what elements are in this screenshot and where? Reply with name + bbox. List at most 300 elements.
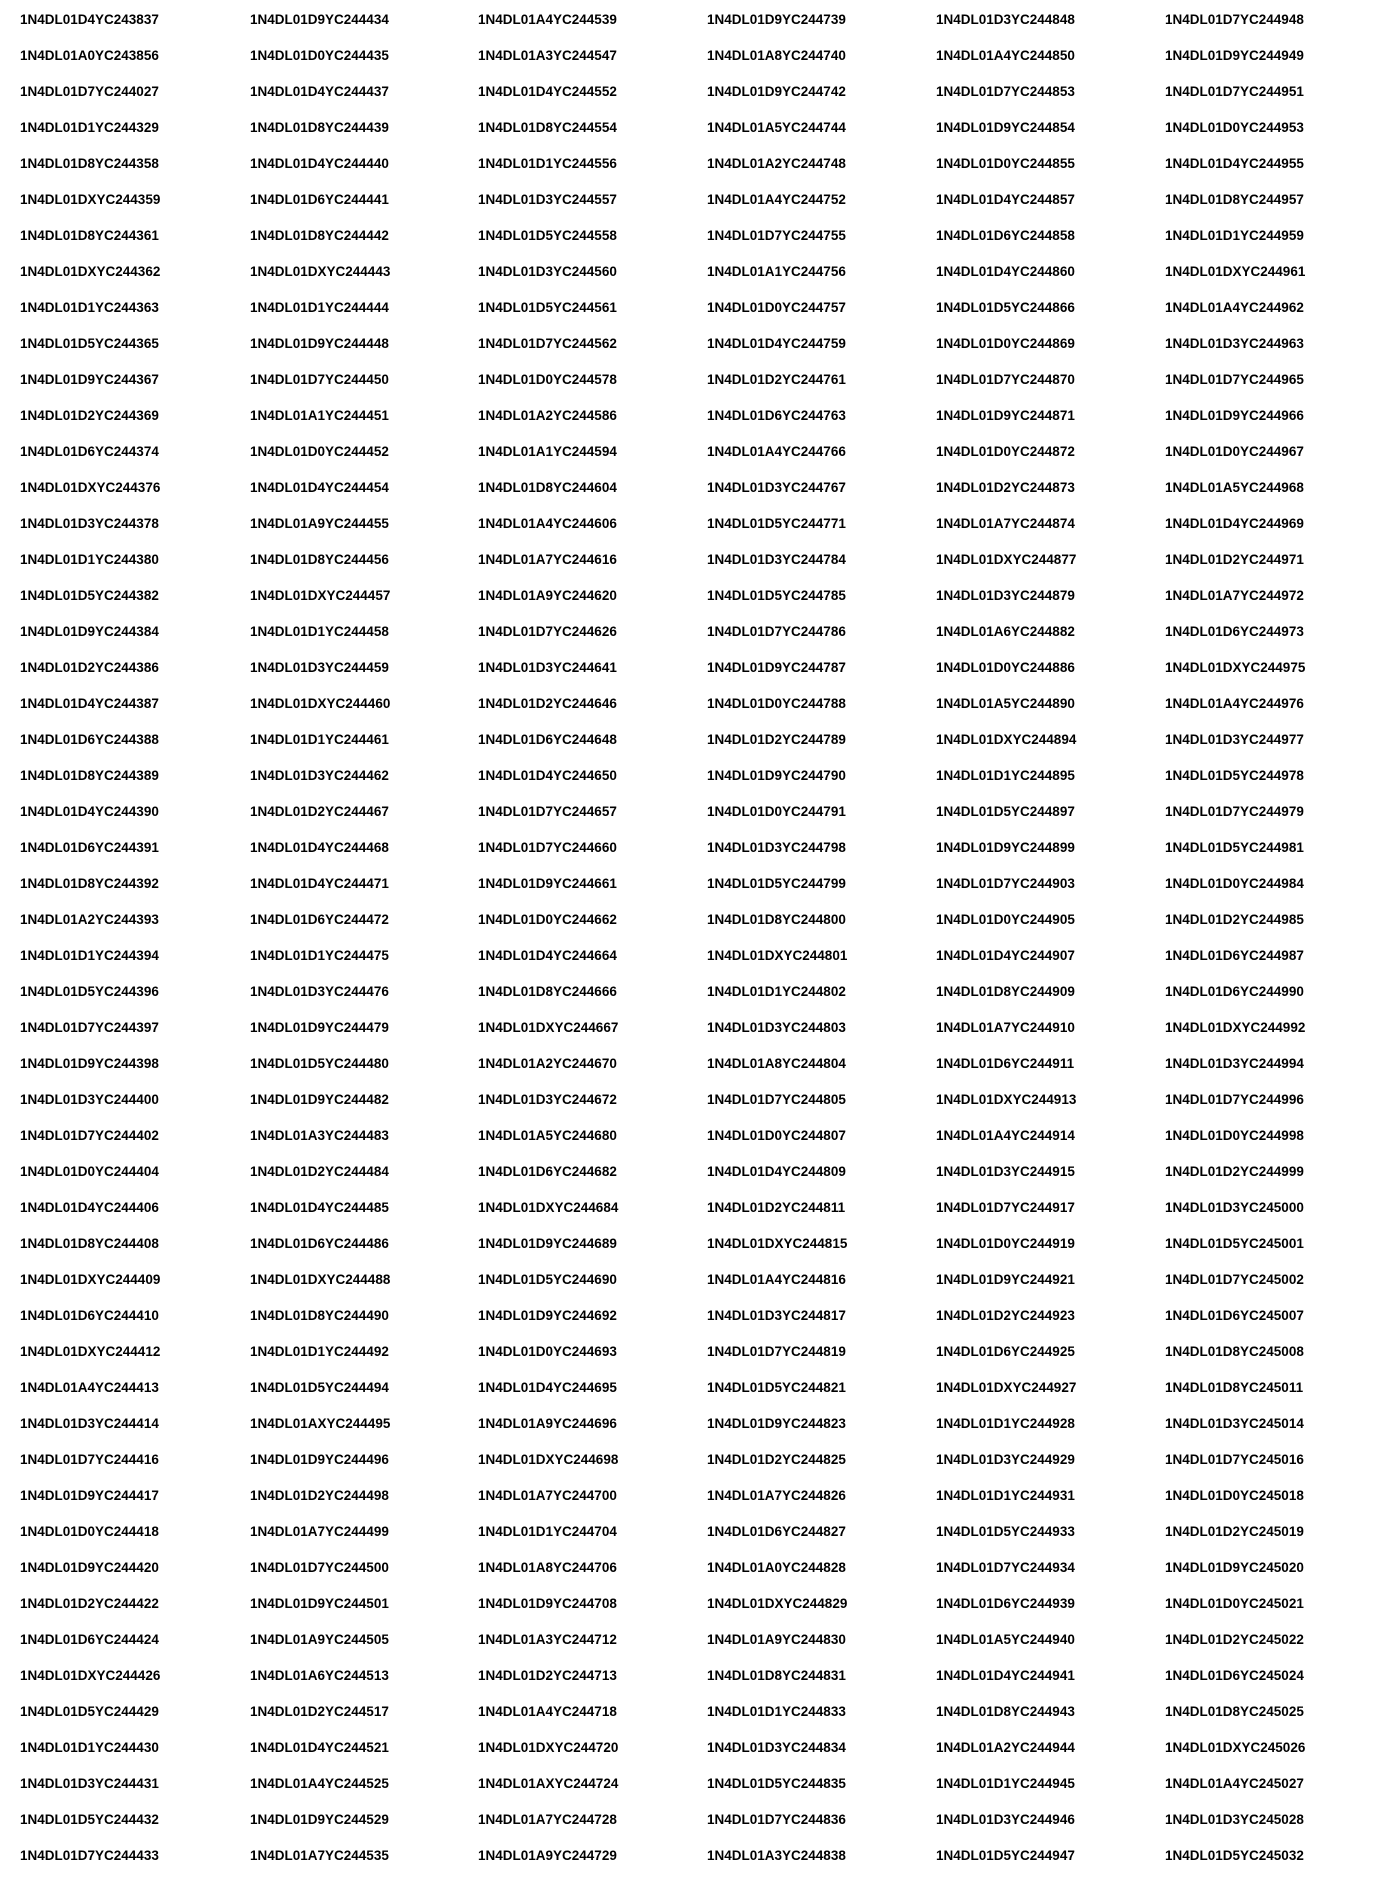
vin-entry: 1N4DL01DXYC244362 [20,264,161,279]
vin-entry: 1N4DL01D8YC244358 [20,156,159,171]
vin-entry: 1N4DL01D6YC244374 [20,444,159,459]
vin-entry: 1N4DL01D2YC244789 [707,732,846,747]
vin-entry: 1N4DL01DXYC244913 [936,1092,1077,1107]
vin-entry: 1N4DL01D7YC244805 [707,1092,846,1107]
vin-entry: 1N4DL01D9YC244854 [936,120,1075,135]
vin-entry: 1N4DL01A4YC244752 [707,192,846,207]
vin-entry: 1N4DL01D7YC244965 [1165,372,1304,387]
vin-entry: 1N4DL01D8YC244361 [20,228,159,243]
vin-entry: 1N4DL01D0YC244998 [1165,1128,1304,1143]
vin-entry: 1N4DL01A7YC244728 [478,1812,617,1827]
vin-column-5 [936,12,1151,1884]
vin-entry: 1N4DL01D8YC244456 [250,552,389,567]
vin-entry: 1N4DL01D9YC244708 [478,1596,617,1611]
vin-entry: 1N4DL01D8YC244439 [250,120,389,135]
vin-entry: 1N4DL01D0YC244788 [707,696,846,711]
vin-entry: 1N4DL01D8YC244604 [478,480,617,495]
vin-entry: 1N4DL01A0YC244828 [707,1560,846,1575]
vin-entry: 1N4DL01A8YC244706 [478,1560,617,1575]
vin-entry: 1N4DL01DXYC244443 [250,264,391,279]
vin-entry: 1N4DL01D7YC244917 [936,1200,1075,1215]
vin-entry: 1N4DL01D3YC244929 [936,1452,1075,1467]
vin-entry: 1N4DL01D9YC245020 [1165,1560,1304,1575]
vin-entry: 1N4DL01D3YC244462 [250,768,389,783]
vin-entry: 1N4DL01D4YC244969 [1165,516,1304,531]
vin-entry: 1N4DL01D3YC245028 [1165,1812,1304,1827]
vin-entry: 1N4DL01DXYC244720 [478,1740,619,1755]
vin-entry: 1N4DL01D8YC244392 [20,876,159,891]
vin-entry: 1N4DL01A5YC244968 [1165,480,1304,495]
vin-entry: 1N4DL01AXYC244495 [250,1416,391,1431]
vin-entry: 1N4DL01D5YC244690 [478,1272,617,1287]
vin-entry: 1N4DL01D1YC244802 [707,984,846,999]
vin-entry: 1N4DL01D9YC244417 [20,1488,159,1503]
vin-entry: 1N4DL01D8YC245008 [1165,1344,1304,1359]
vin-entry: 1N4DL01DXYC244801 [707,948,848,963]
vin-entry: 1N4DL01D7YC244951 [1165,84,1304,99]
vin-entry: 1N4DL01D4YC244406 [20,1200,159,1215]
vin-entry: 1N4DL01A4YC244539 [478,12,617,27]
vin-entry: 1N4DL01A1YC244756 [707,264,846,279]
vin-entry: 1N4DL01DXYC244894 [936,732,1077,747]
vin-entry: 1N4DL01D5YC245032 [1165,1848,1304,1863]
vin-entry: 1N4DL01D0YC244855 [936,156,1075,171]
vin-column-3 [478,12,693,1884]
vin-entry: 1N4DL01D2YC244369 [20,408,159,423]
vin-entry: 1N4DL01D8YC244554 [478,120,617,135]
vin-entry: 1N4DL01D4YC244440 [250,156,389,171]
vin-entry: 1N4DL01D0YC244953 [1165,120,1304,135]
vin-entry: 1N4DL01D9YC244689 [478,1236,617,1251]
vin-entry: 1N4DL01D8YC244957 [1165,192,1304,207]
vin-entry: 1N4DL01D2YC245019 [1165,1524,1304,1539]
vin-entry: 1N4DL01A7YC244499 [250,1524,389,1539]
vin-entry: 1N4DL01D0YC244435 [250,48,389,63]
vin-entry: 1N4DL01AXYC244724 [478,1776,619,1791]
vin-entry: 1N4DL01D7YC245002 [1165,1272,1304,1287]
vin-entry: 1N4DL01D3YC244459 [250,660,389,675]
vin-entry: 1N4DL01A7YC244826 [707,1488,846,1503]
vin-column-6 [1165,12,1376,1884]
vin-entry: 1N4DL01D3YC244946 [936,1812,1075,1827]
vin-entry: 1N4DL01A9YC244729 [478,1848,617,1863]
vin-entry: 1N4DL01DXYC244992 [1165,1020,1306,1035]
vin-entry: 1N4DL01D7YC244402 [20,1128,159,1143]
vin-entry: 1N4DL01A2YC244670 [478,1056,617,1071]
vin-entry: 1N4DL01D3YC244414 [20,1416,159,1431]
vin-entry: 1N4DL01D7YC244027 [20,84,159,99]
vin-entry: 1N4DL01D8YC244408 [20,1236,159,1251]
vin-entry: 1N4DL01A3YC244712 [478,1632,617,1647]
vin-entry: 1N4DL01D5YC244561 [478,300,617,315]
vin-entry: 1N4DL01DXYC244359 [20,192,161,207]
vin-entry: 1N4DL01A4YC244816 [707,1272,846,1287]
vin-entry: 1N4DL01D1YC244945 [936,1776,1075,1791]
vin-entry: 1N4DL01D9YC244420 [20,1560,159,1575]
vin-entry: 1N4DL01D3YC244378 [20,516,159,531]
vin-entry: 1N4DL01D6YC244486 [250,1236,389,1251]
vin-entry: 1N4DL01DXYC244457 [250,588,391,603]
vin-entry: 1N4DL01D2YC244517 [250,1704,389,1719]
vin-entry: 1N4DL01A1YC244594 [478,444,617,459]
vin-entry: 1N4DL01DXYC244460 [250,696,391,711]
vin-entry: 1N4DL01A7YC244910 [936,1020,1075,1035]
vin-entry: 1N4DL01A9YC244830 [707,1632,846,1647]
vin-entry: 1N4DL01D7YC244819 [707,1344,846,1359]
vin-entry: 1N4DL01D3YC244977 [1165,732,1304,747]
vin-entry: 1N4DL01A7YC244972 [1165,588,1304,603]
vin-entry: 1N4DL01DXYC244975 [1165,660,1306,675]
vin-entry: 1N4DL01D1YC244492 [250,1344,389,1359]
vin-entry: 1N4DL01D9YC244434 [250,12,389,27]
vin-entry: 1N4DL01D9YC244501 [250,1596,389,1611]
vin-entry: 1N4DL01D5YC244771 [707,516,846,531]
vin-entry: 1N4DL01D7YC244903 [936,876,1075,891]
vin-entry: 1N4DL01DXYC244684 [478,1200,619,1215]
vin-entry: 1N4DL01D0YC244693 [478,1344,617,1359]
vin-entry: 1N4DL01DXYC244426 [20,1668,161,1683]
vin-entry: 1N4DL01A6YC244882 [936,624,1075,639]
vin-entry: 1N4DL01D6YC244763 [707,408,846,423]
vin-entry: 1N4DL01D7YC244657 [478,804,617,819]
vin-entry: 1N4DL01D5YC244365 [20,336,159,351]
vin-entry: 1N4DL01D0YC245021 [1165,1596,1304,1611]
vin-entry: 1N4DL01A4YC244962 [1165,300,1304,315]
vin-entry: 1N4DL01D4YC244955 [1165,156,1304,171]
vin-entry: 1N4DL01D1YC244931 [936,1488,1075,1503]
vin-entry: 1N4DL01A7YC244874 [936,516,1075,531]
vin-entry: 1N4DL01D9YC244692 [478,1308,617,1323]
vin-entry: 1N4DL01D5YC244897 [936,804,1075,819]
vin-entry: 1N4DL01A3YC244547 [478,48,617,63]
vin-entry: 1N4DL01D3YC245014 [1165,1416,1304,1431]
vin-entry: 1N4DL01D3YC244879 [936,588,1075,603]
vin-entry: 1N4DL01D8YC244943 [936,1704,1075,1719]
vin-entry: 1N4DL01A2YC244393 [20,912,159,927]
vin-entry: 1N4DL01D5YC244480 [250,1056,389,1071]
vin-entry: 1N4DL01D9YC244871 [936,408,1075,423]
vin-entry: 1N4DL01D6YC245024 [1165,1668,1304,1683]
vin-entry: 1N4DL01D5YC244558 [478,228,617,243]
vin-entry: 1N4DL01D2YC244985 [1165,912,1304,927]
vin-entry: 1N4DL01D6YC244990 [1165,984,1304,999]
vin-entry: 1N4DL01D9YC244966 [1165,408,1304,423]
vin-entry: 1N4DL01A4YC244606 [478,516,617,531]
vin-entry: 1N4DL01D7YC244934 [936,1560,1075,1575]
vin-entry: 1N4DL01A4YC244914 [936,1128,1075,1143]
vin-entry: 1N4DL01D2YC245022 [1165,1632,1304,1647]
vin-entry: 1N4DL01D9YC244790 [707,768,846,783]
vin-entry: 1N4DL01D8YC244831 [707,1668,846,1683]
vin-entry: 1N4DL01D2YC244825 [707,1452,846,1467]
vin-entry: 1N4DL01D8YC245025 [1165,1704,1304,1719]
vin-entry: 1N4DL01D7YC244996 [1165,1092,1304,1107]
vin-entry: 1N4DL01D7YC244870 [936,372,1075,387]
vin-entry: 1N4DL01A4YC244413 [20,1380,159,1395]
vin-entry: 1N4DL01A2YC244748 [707,156,846,171]
vin-entry: 1N4DL01D2YC244646 [478,696,617,711]
vin-entry: 1N4DL01D3YC244915 [936,1164,1075,1179]
vin-entry: 1N4DL01A5YC244680 [478,1128,617,1143]
vin-entry: 1N4DL01D0YC244967 [1165,444,1304,459]
vin-entry: 1N4DL01D3YC244767 [707,480,846,495]
vin-entry: 1N4DL01D0YC244984 [1165,876,1304,891]
vin-entry: 1N4DL01A4YC244976 [1165,696,1304,711]
vin-entry: 1N4DL01D4YC244471 [250,876,389,891]
vin-entry: 1N4DL01A3YC244483 [250,1128,389,1143]
vin-entry: 1N4DL01D6YC245007 [1165,1308,1304,1323]
vin-entry: 1N4DL01D9YC244529 [250,1812,389,1827]
vin-entry: 1N4DL01D6YC244424 [20,1632,159,1647]
vin-entry: 1N4DL01D9YC244739 [707,12,846,27]
vin-entry: 1N4DL01D5YC244799 [707,876,846,891]
vin-entry: 1N4DL01D2YC244999 [1165,1164,1304,1179]
vin-entry: 1N4DL01D5YC245001 [1165,1236,1304,1251]
vin-entry: 1N4DL01D1YC244394 [20,948,159,963]
vin-entry: 1N4DL01DXYC244815 [707,1236,848,1251]
vin-entry: 1N4DL01D1YC244461 [250,732,389,747]
vin-entry: 1N4DL01D0YC245018 [1165,1488,1304,1503]
vin-entry: 1N4DL01D6YC244682 [478,1164,617,1179]
vin-entry: 1N4DL01D7YC244450 [250,372,389,387]
vin-entry: 1N4DL01A4YC244766 [707,444,846,459]
vin-entry: 1N4DL01A9YC244696 [478,1416,617,1431]
vin-entry: 1N4DL01D0YC244662 [478,912,617,927]
vin-entry: 1N4DL01A4YC245027 [1165,1776,1304,1791]
vin-entry: 1N4DL01D0YC244757 [707,300,846,315]
vin-entry: 1N4DL01D5YC244835 [707,1776,846,1791]
vin-entry: 1N4DL01D3YC244798 [707,840,846,855]
vin-entry: 1N4DL01DXYC244412 [20,1344,161,1359]
vin-entry: 1N4DL01A7YC244616 [478,552,617,567]
vin-entry: 1N4DL01D6YC244441 [250,192,389,207]
vin-entry: 1N4DL01D9YC244367 [20,372,159,387]
vin-entry: 1N4DL01A7YC244700 [478,1488,617,1503]
vin-entry: 1N4DL01D1YC244475 [250,948,389,963]
vin-entry: 1N4DL01D1YC244363 [20,300,159,315]
vin-entry: 1N4DL01D7YC244853 [936,84,1075,99]
vin-entry: 1N4DL01D1YC244329 [20,120,159,135]
vin-entry: 1N4DL01A8YC244740 [707,48,846,63]
vin-entry: 1N4DL01D9YC244398 [20,1056,159,1071]
vin-entry: 1N4DL01D3YC244963 [1165,336,1304,351]
vin-entry: 1N4DL01A8YC244804 [707,1056,846,1071]
vin-entry: 1N4DL01D5YC244429 [20,1704,159,1719]
vin-entry: 1N4DL01D7YC244397 [20,1020,159,1035]
vin-entry: 1N4DL01D5YC244821 [707,1380,846,1395]
vin-entry: 1N4DL01D3YC244476 [250,984,389,999]
vin-entry: 1N4DL01A0YC243856 [20,48,159,63]
vin-entry: 1N4DL01D5YC244978 [1165,768,1304,783]
vin-entry: 1N4DL01D9YC244496 [250,1452,389,1467]
vin-entry: 1N4DL01D2YC244498 [250,1488,389,1503]
vin-entry: 1N4DL01D4YC244650 [478,768,617,783]
vin-entry: 1N4DL01A5YC244940 [936,1632,1075,1647]
vin-entry: 1N4DL01D5YC244494 [250,1380,389,1395]
vin-column-1 [20,12,235,1884]
vin-entry: 1N4DL01D9YC244482 [250,1092,389,1107]
vin-entry: 1N4DL01D2YC244386 [20,660,159,675]
vin-entry: 1N4DL01D6YC244410 [20,1308,159,1323]
vin-entry: 1N4DL01A6YC244513 [250,1668,389,1683]
vin-entry: 1N4DL01D9YC244787 [707,660,846,675]
vin-entry: 1N4DL01D4YC244860 [936,264,1075,279]
vin-entry: 1N4DL01DXYC244667 [478,1020,619,1035]
vin-entry: 1N4DL01D0YC244869 [936,336,1075,351]
vin-entry: 1N4DL01D1YC244833 [707,1704,846,1719]
vin-entry: 1N4DL01A4YC244850 [936,48,1075,63]
vin-entry: 1N4DL01A5YC244890 [936,696,1075,711]
vin-entry: 1N4DL01D4YC244437 [250,84,389,99]
vin-entry: 1N4DL01D1YC244704 [478,1524,617,1539]
vin-entry: 1N4DL01D8YC244442 [250,228,389,243]
vin-entry: 1N4DL01A4YC244525 [250,1776,389,1791]
vin-entry: 1N4DL01D3YC244431 [20,1776,159,1791]
vin-entry: 1N4DL01D0YC244807 [707,1128,846,1143]
vin-entry: 1N4DL01D4YC244907 [936,948,1075,963]
vin-entry: 1N4DL01A2YC244586 [478,408,617,423]
vin-entry: 1N4DL01D3YC244560 [478,264,617,279]
vin-entry: 1N4DL01D6YC244939 [936,1596,1075,1611]
vin-entry: 1N4DL01D1YC244895 [936,768,1075,783]
vin-entry: 1N4DL01DXYC245026 [1165,1740,1306,1755]
vin-entry: 1N4DL01D1YC244444 [250,300,389,315]
vin-entry: 1N4DL01D1YC244959 [1165,228,1304,243]
vin-entry: 1N4DL01DXYC244376 [20,480,161,495]
vin-entry: 1N4DL01D3YC245000 [1165,1200,1304,1215]
vin-entry: 1N4DL01D4YC244468 [250,840,389,855]
vin-entry: 1N4DL01D8YC244389 [20,768,159,783]
vin-entry: 1N4DL01D7YC244626 [478,624,617,639]
vin-entry: 1N4DL01D2YC244971 [1165,552,1304,567]
vin-entry: 1N4DL01D2YC244873 [936,480,1075,495]
vin-entry: 1N4DL01DXYC244961 [1165,264,1306,279]
vin-entry: 1N4DL01D7YC244562 [478,336,617,351]
vin-entry: 1N4DL01D7YC244660 [478,840,617,855]
vin-entry: 1N4DL01D0YC244452 [250,444,389,459]
vin-entry: 1N4DL01D2YC244761 [707,372,846,387]
vin-entry: 1N4DL01D0YC244905 [936,912,1075,927]
vin-entry: 1N4DL01D2YC244923 [936,1308,1075,1323]
vin-entry: 1N4DL01D9YC244899 [936,840,1075,855]
vin-entry: 1N4DL01DXYC244829 [707,1596,848,1611]
vin-entry: 1N4DL01D1YC244556 [478,156,617,171]
vin-entry: 1N4DL01D3YC244641 [478,660,617,675]
vin-entry: 1N4DL01D7YC244500 [250,1560,389,1575]
vin-entry: 1N4DL01D3YC244834 [707,1740,846,1755]
vin-entry: 1N4DL01D9YC244921 [936,1272,1075,1287]
vin-entry: 1N4DL01D3YC244848 [936,12,1075,27]
vin-entry: 1N4DL01D4YC244759 [707,336,846,351]
vin-entry: 1N4DL01D4YC244454 [250,480,389,495]
vin-entry: 1N4DL01D4YC244390 [20,804,159,819]
vin-entry: 1N4DL01A9YC244455 [250,516,389,531]
vin-entry: 1N4DL01D0YC244872 [936,444,1075,459]
vin-entry: 1N4DL01D5YC244933 [936,1524,1075,1539]
vin-entry: 1N4DL01D2YC244811 [707,1200,846,1215]
vin-entry: 1N4DL01D5YC244382 [20,588,159,603]
vin-entry: 1N4DL01A7YC244535 [250,1848,389,1863]
vin-entry: 1N4DL01D3YC244557 [478,192,617,207]
vin-entry: 1N4DL01D4YC244664 [478,948,617,963]
vin-entry: 1N4DL01D1YC244928 [936,1416,1075,1431]
vin-entry: 1N4DL01A2YC244944 [936,1740,1075,1755]
vin-entry: 1N4DL01D6YC244391 [20,840,159,855]
vin-entry: 1N4DL01D4YC244387 [20,696,159,711]
vin-entry: 1N4DL01D8YC244800 [707,912,846,927]
vin-entry: 1N4DL01D3YC244672 [478,1092,617,1107]
vin-entry: 1N4DL01D7YC244786 [707,624,846,639]
vin-entry: 1N4DL01D6YC244987 [1165,948,1304,963]
vin-entry: 1N4DL01D4YC244941 [936,1668,1075,1683]
vin-entry: 1N4DL01D4YC244695 [478,1380,617,1395]
vin-entry: 1N4DL01D7YC244979 [1165,804,1304,819]
vin-entry: 1N4DL01DXYC244698 [478,1452,619,1467]
vin-entry: 1N4DL01D6YC244858 [936,228,1075,243]
vin-column-2 [250,12,465,1884]
vin-entry: 1N4DL01D6YC244973 [1165,624,1304,639]
vin-entry: 1N4DL01D6YC244472 [250,912,389,927]
vin-entry: 1N4DL01D7YC244836 [707,1812,846,1827]
vin-entry: 1N4DL01D4YC244485 [250,1200,389,1215]
vin-entry: 1N4DL01D7YC244755 [707,228,846,243]
vin-entry: 1N4DL01D8YC245011 [1165,1380,1304,1395]
vin-entry: 1N4DL01D4YC244857 [936,192,1075,207]
vin-entry: 1N4DL01D9YC244448 [250,336,389,351]
vin-entry: 1N4DL01D7YC245016 [1165,1452,1304,1467]
vin-entry: 1N4DL01D8YC244666 [478,984,617,999]
vin-entry: 1N4DL01D6YC244925 [936,1344,1075,1359]
vin-entry: 1N4DL01D2YC244713 [478,1668,617,1683]
vin-entry: 1N4DL01D2YC244484 [250,1164,389,1179]
vin-entry: 1N4DL01A3YC244838 [707,1848,846,1863]
vin-entry: 1N4DL01D5YC244866 [936,300,1075,315]
vin-entry: 1N4DL01D8YC244909 [936,984,1075,999]
vin-entry: 1N4DL01D1YC244430 [20,1740,159,1755]
vin-entry: 1N4DL01D0YC244578 [478,372,617,387]
vin-entry: 1N4DL01D4YC244552 [478,84,617,99]
vin-entry: 1N4DL01D5YC244396 [20,984,159,999]
vin-entry: 1N4DL01DXYC244927 [936,1380,1077,1395]
vin-entry: 1N4DL01D0YC244418 [20,1524,159,1539]
vin-entry: 1N4DL01D7YC244433 [20,1848,159,1863]
vin-entry: 1N4DL01A9YC244620 [478,588,617,603]
vin-entry: 1N4DL01D9YC244742 [707,84,846,99]
vin-entry: 1N4DL01D0YC244919 [936,1236,1075,1251]
vin-entry: 1N4DL01D6YC244388 [20,732,159,747]
vin-entry: 1N4DL01D2YC244467 [250,804,389,819]
vin-column-4 [707,12,922,1884]
vin-entry: 1N4DL01D5YC244981 [1165,840,1304,855]
vin-entry: 1N4DL01D4YC244809 [707,1164,846,1179]
vin-entry: 1N4DL01D3YC244803 [707,1020,846,1035]
vin-entry: 1N4DL01D3YC244994 [1165,1056,1304,1071]
vin-entry: 1N4DL01D3YC244817 [707,1308,846,1323]
vin-entry: 1N4DL01D1YC244458 [250,624,389,639]
vin-entry: 1N4DL01D9YC244949 [1165,48,1304,63]
vin-entry: 1N4DL01D6YC244827 [707,1524,846,1539]
vin-entry: 1N4DL01D3YC244400 [20,1092,159,1107]
vin-entry: 1N4DL01D0YC244791 [707,804,846,819]
vin-entry: 1N4DL01D9YC244823 [707,1416,846,1431]
vin-entry: 1N4DL01D4YC243837 [20,12,159,27]
vin-entry: 1N4DL01DXYC244488 [250,1272,391,1287]
vin-entry: 1N4DL01D8YC244490 [250,1308,389,1323]
vin-entry: 1N4DL01D9YC244479 [250,1020,389,1035]
vin-entry: 1N4DL01DXYC244877 [936,552,1077,567]
vin-entry: 1N4DL01D3YC244784 [707,552,846,567]
vin-entry: 1N4DL01D4YC244521 [250,1740,389,1755]
